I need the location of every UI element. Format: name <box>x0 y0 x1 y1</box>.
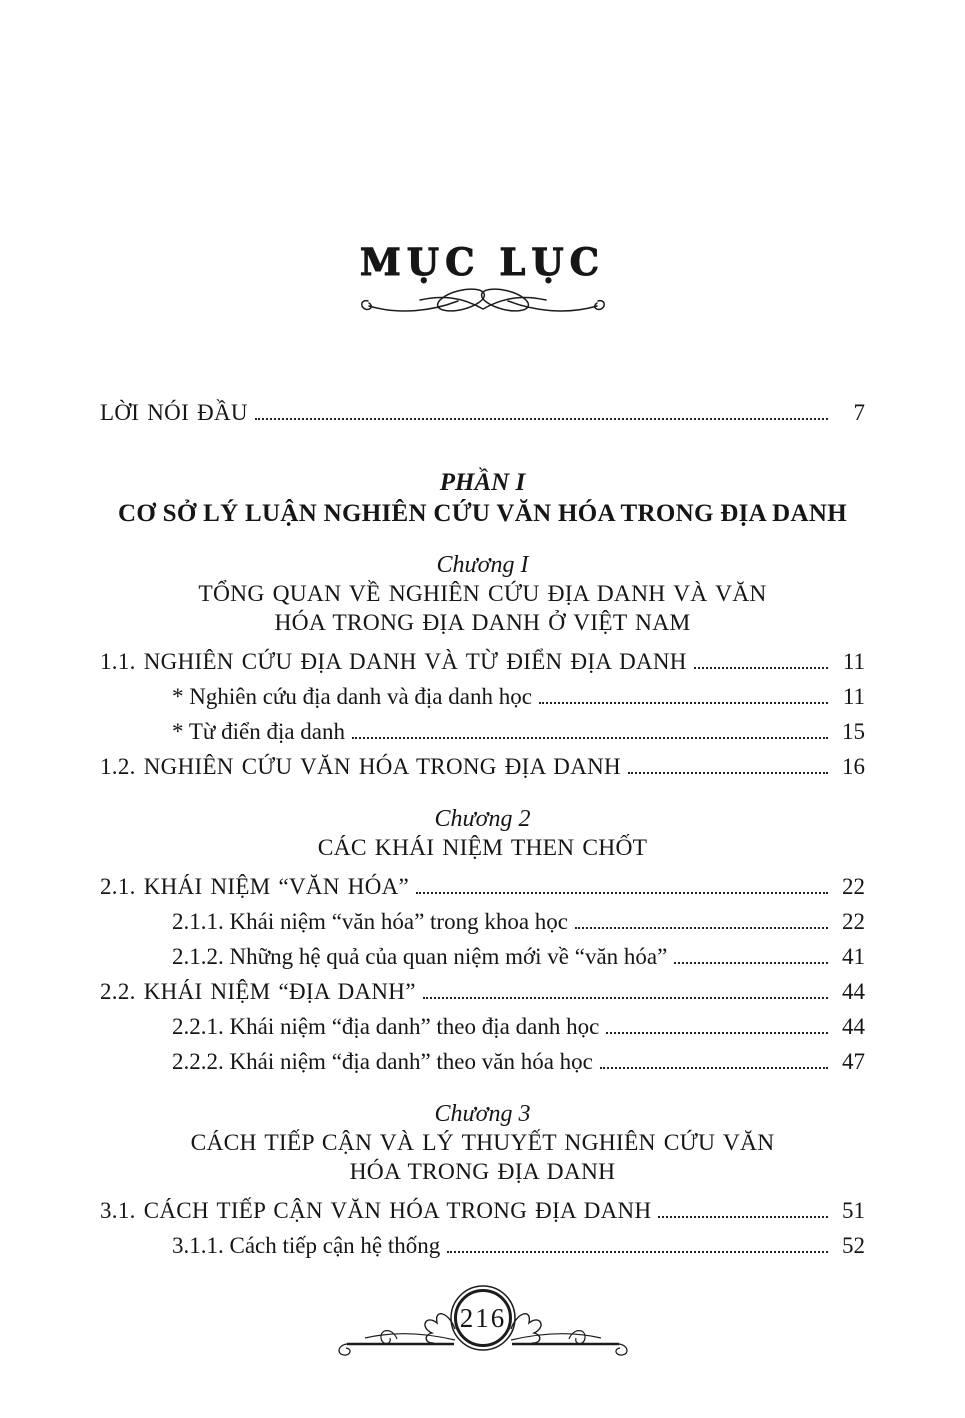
part-kicker: PHẦN I <box>439 469 526 496</box>
toc-entry-label: LỜI NÓI ĐẦU <box>100 400 248 425</box>
toc-blocks <box>100 395 865 1263</box>
chapter-title: TỔNG QUAN VỀ NGHIÊN CỨU ĐỊA DANH VÀ VĂN HÓA TRONG ĐỊA DANH Ở VIỆT NAM <box>198 581 767 636</box>
toc-entry-label: * Từ điển địa danh <box>172 719 346 744</box>
toc-entry-page-number: 22 <box>842 874 865 899</box>
toc-entry <box>100 679 865 714</box>
dot-leader <box>423 997 828 999</box>
toc-entry <box>100 395 865 430</box>
toc-entry-label: 3.1.1. Cách tiếp cận hệ thống <box>172 1233 441 1258</box>
dot-leader <box>447 1251 828 1253</box>
chapter-heading <box>100 550 865 638</box>
dot-leader <box>694 667 828 669</box>
toc-entry <box>100 869 865 904</box>
dot-leader <box>255 418 828 420</box>
toc-entry-page-number: 51 <box>842 1198 865 1223</box>
page-number: 216 <box>459 1303 506 1333</box>
toc-entry-label: * Nghiên cứu địa danh và địa danh học <box>172 684 532 709</box>
toc-entry-page-number: 41 <box>842 944 865 969</box>
chapter-kicker: Chương I <box>436 552 529 578</box>
chapter-title: CÁC KHÁI NIỆM THEN CHỐT <box>317 835 648 861</box>
toc-entry-page-number: 44 <box>842 1014 865 1039</box>
toc-entry-label: 2.2.1. Khái niệm “địa danh” theo địa danh học <box>172 1014 600 1039</box>
page-footer <box>333 1281 633 1365</box>
dot-leader <box>658 1216 828 1218</box>
dot-leader <box>539 702 828 704</box>
toc-entry-label: 2.1.2. Những hệ quả của quan niệm mới về “văn hóa” <box>172 944 668 969</box>
table-of-contents <box>100 319 865 1263</box>
toc-entry-page-number: 16 <box>842 754 865 779</box>
part-title: CƠ SỞ LÝ LUẬN NGHIÊN CỨU VĂN HÓA TRONG ĐỊA DANH <box>118 500 847 527</box>
toc-header <box>0 0 965 319</box>
toc-entry <box>100 974 865 1009</box>
dot-leader <box>674 962 828 964</box>
toc-entry-label: 2.2.2. Khái niệm “địa danh” theo văn hóa học <box>172 1049 593 1074</box>
toc-entry-label: 1.1. NGHIÊN CỨU ĐỊA DANH VÀ TỪ ĐIỂN ĐỊA DANH <box>100 649 687 674</box>
toc-entry-page-number: 7 <box>853 400 865 425</box>
dot-leader <box>606 1032 828 1034</box>
toc-entry-page-number: 52 <box>842 1233 865 1258</box>
dot-leader <box>628 772 828 774</box>
toc-entry <box>100 714 865 749</box>
toc-entry-label: 2.1.1. Khái niệm “văn hóa” trong khoa học <box>172 909 568 934</box>
toc-entry-label: 2.2. KHÁI NIỆM “ĐỊA DANH” <box>100 979 416 1004</box>
toc-entry-page-number: 11 <box>842 649 865 674</box>
toc-entry <box>100 749 865 784</box>
toc-entry-page-number: 47 <box>842 1049 865 1074</box>
footer-flourish-ornament <box>333 1281 633 1365</box>
toc-entry-page-number: 44 <box>842 979 865 1004</box>
toc-entry-page-number: 15 <box>842 719 865 744</box>
page-title: MỤC LỤC <box>359 240 606 284</box>
toc-entry <box>100 1044 865 1079</box>
toc-entry-label: 3.1. CÁCH TIẾP CẬN VĂN HÓA TRONG ĐỊA DANH <box>100 1198 652 1223</box>
chapter-heading <box>100 1099 865 1187</box>
chapter-title: CÁCH TIẾP CẬN VÀ LÝ THUYẾT NGHIÊN CỨU VĂN HÓA TRONG ĐỊA DANH <box>190 1130 775 1185</box>
toc-entry <box>100 939 865 974</box>
chapter-kicker: Chương 3 <box>434 1101 531 1127</box>
dot-leader <box>416 892 828 894</box>
toc-entry-label: 1.2. NGHIÊN CỨU VĂN HÓA TRONG ĐỊA DANH <box>100 754 621 779</box>
part-heading <box>100 468 865 530</box>
toc-entry-page-number: 22 <box>842 909 865 934</box>
toc-entry <box>100 644 865 679</box>
chapter-kicker: Chương 2 <box>434 806 531 832</box>
toc-entry-label: 2.1. KHÁI NIỆM “VĂN HÓA” <box>100 874 410 899</box>
toc-entry <box>100 1228 865 1263</box>
dot-leader <box>352 737 828 739</box>
dot-leader <box>600 1067 828 1069</box>
chapter-heading <box>100 804 865 863</box>
toc-entry <box>100 1009 865 1044</box>
toc-entry <box>100 1193 865 1228</box>
toc-entry-page-number: 11 <box>842 684 865 709</box>
title-flourish-ornament <box>0 285 965 319</box>
dot-leader <box>575 927 828 929</box>
toc-entry <box>100 904 865 939</box>
